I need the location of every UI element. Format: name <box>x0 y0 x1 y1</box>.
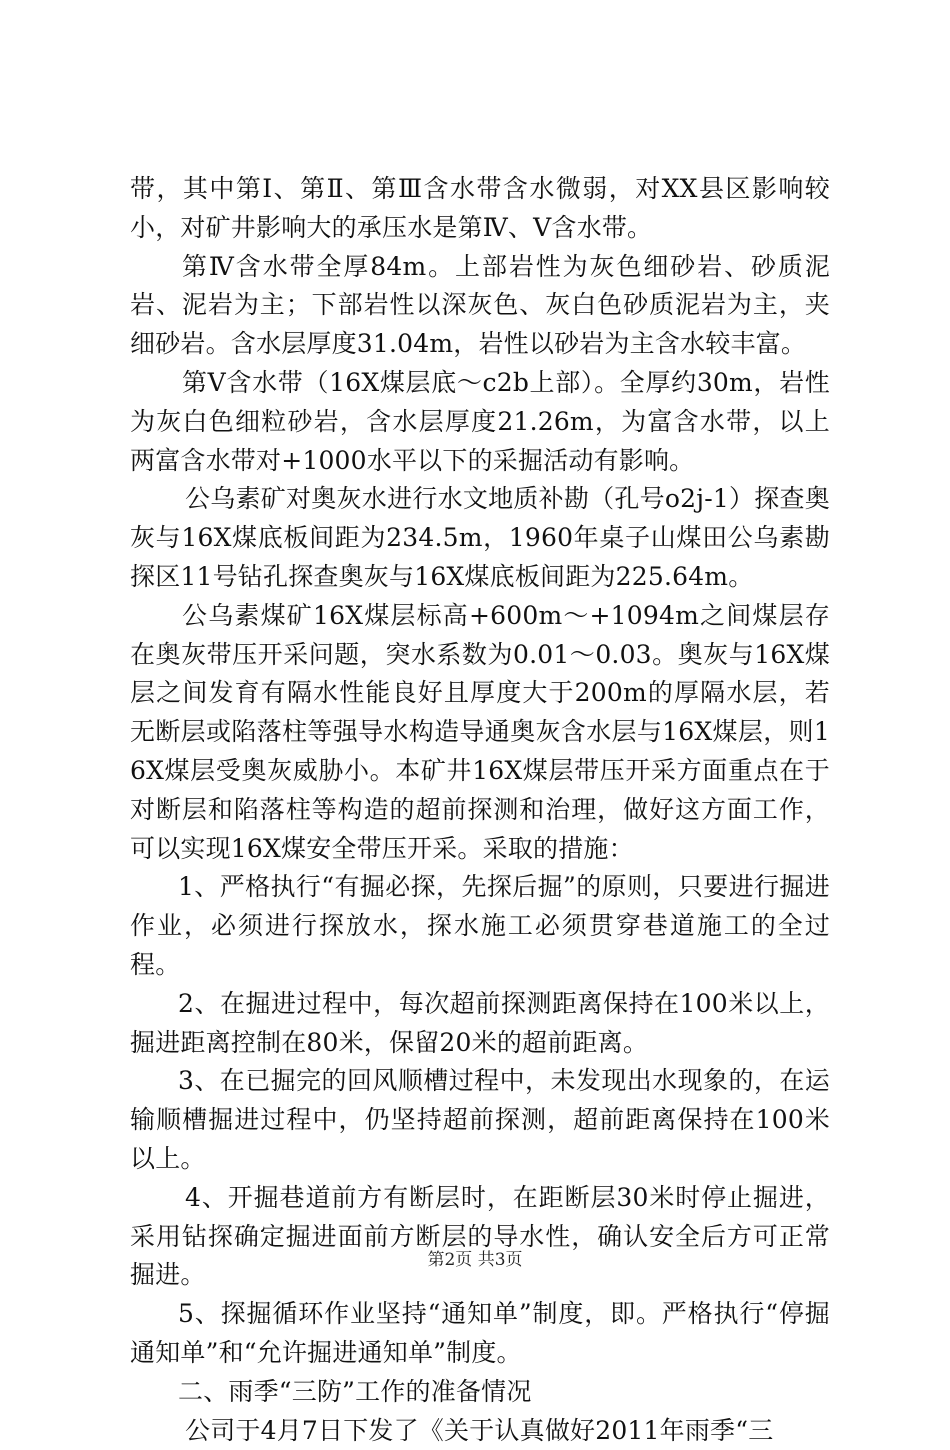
paragraph-measure-5: 5、探掘循环作业坚持“通知单”制度，即。严格执行“停掘通知单”和“允许掘进通知单”制度。 <box>130 1295 830 1373</box>
paragraph-survey: 公乌素矿对奥灰水进行水文地质补勘（孔号o2j-1）探查奥灰与16X煤底板间距为234.5m，1960年桌子山煤田公乌素勘探区11号钻孔探查奥灰与16X煤底板间距为225.64m。 <box>130 480 830 596</box>
paragraph-measure-2: 2、在掘进过程中，每次超前探测距离保持在100米以上，掘进距离控制在80米，保留20米的超前距离。 <box>130 985 830 1063</box>
paragraph-aquifer-intro: 带，其中第Ⅰ、第Ⅱ、第Ⅲ含水带含水微弱，对XX县区影响较小，对矿井影响大的承压水是第Ⅳ、Ⅴ含水带。 <box>130 170 830 248</box>
paragraph-company-notice: 公司于4月7日下发了《关于认真做好2011年雨季“三 <box>130 1412 830 1450</box>
paragraph-measure-3: 3、在已掘完的回风顺槽过程中，未发现出水现象的，在运输顺槽掘进过程中，仍坚持超前探测，超前距离保持在100米以上。 <box>130 1062 830 1178</box>
page-number: 第2页 共3页 <box>0 1245 950 1270</box>
paragraph-measure-1: 1、严格执行“有掘必探，先探后掘”的原则，只要进行掘进作业，必须进行探放水，探水施工必须贯穿巷道施工的全过程。 <box>130 868 830 984</box>
section-heading-rainy-season: 二、雨季“三防”工作的准备情况 <box>130 1373 830 1412</box>
paragraph-aquifer-iv: 第Ⅳ含水带全厚84m。上部岩性为灰色细砂岩、砂质泥岩、泥岩为主；下部岩性以深灰色、灰白色砂质泥岩为主，夹细砂岩。含水层厚度31.04m，岩性以砂岩为主含水较丰富。 <box>130 248 830 364</box>
paragraph-aquifer-v: 第Ⅴ含水带（16X煤层底～c2b上部）。全厚约30m，岩性为灰白色细粒砂岩，含水层厚度21.26m，为富含水带，以上两富含水带对+1000水平以下的采掘活动有影响。 <box>130 364 830 480</box>
paragraph-measure-4: 4、开掘巷道前方有断层时，在距断层30米时停止掘进，采用钻探确定掘进面前方断层的导水性，确认安全后方可正常掘进。 <box>130 1179 830 1295</box>
paragraph-pressure-mining: 公乌素煤矿16X煤层标高+600m～+1094m之间煤层存在奥灰带压开采问题，突水系数为0.01～0.03。奥灰与16X煤层之间发育有隔水性能良好且厚度大于200m的厚隔水层，若无断层或陷落柱等强导水构造导通奥灰含水层与16X煤层，则16X煤层受奥灰威胁小。本矿井16X煤层带压开采方面重点在于对断层和陷落柱等构造的超前探测和治理，做好这方面工作，可以实现16X煤安全带压开采。采取的措施： <box>130 597 830 869</box>
